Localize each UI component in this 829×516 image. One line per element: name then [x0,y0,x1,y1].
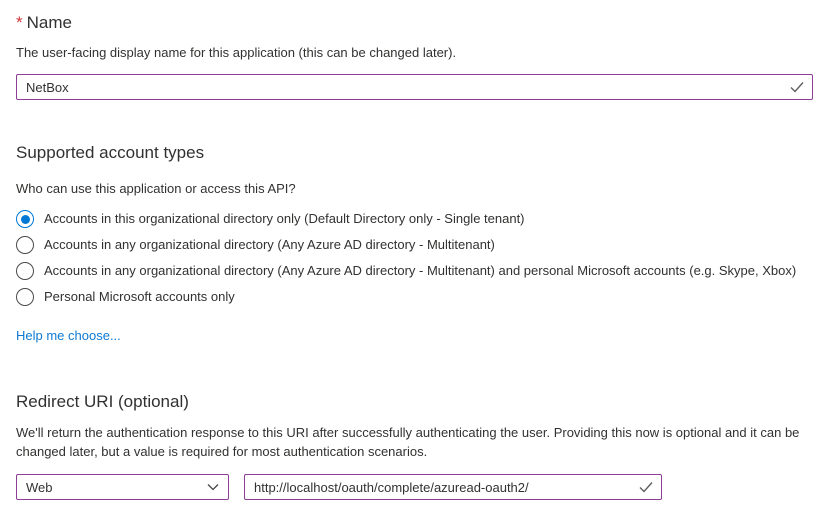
required-asterisk: * [16,13,23,32]
radio-option-multitenant-personal[interactable] [16,258,813,284]
redirect-uri-title: Redirect URI (optional) [16,392,189,411]
platform-select-dropdown[interactable] [16,474,229,500]
redirect-uri-description: We'll return the authentication response to this URI after successfully authenticating the user. Providing this now is optional and it can be changed later, but a value is required for most authentication scenarios. [16,425,800,459]
account-types-radio-group [16,206,813,310]
name-description: The user-facing display name for this application (this can be changed later). [16,45,457,60]
redirect-uri-input-container [244,474,662,500]
radio-button-icon[interactable] [16,236,34,254]
account-types-question: Who can use this application or access this API? [16,181,296,196]
help-me-choose-link[interactable]: Help me choose... [16,328,121,343]
radio-option-label: Personal Microsoft accounts only [44,289,235,304]
platform-selected-value: Web [26,479,53,495]
name-input-container [16,74,813,100]
account-types-title: Supported account types [16,143,205,162]
name-section-title [16,12,813,34]
name-title-text: Name [26,13,72,32]
redirect-uri-input[interactable] [245,475,661,499]
redirect-uri-row [16,474,813,500]
radio-option-single-tenant[interactable] [16,206,813,232]
radio-button-icon[interactable] [16,288,34,306]
radio-button-icon[interactable] [16,210,34,228]
radio-option-label: Accounts in any organizational directory (Any Azure AD directory - Multitenant) [44,237,495,252]
radio-option-multitenant[interactable] [16,232,813,258]
chevron-down-icon [207,483,219,491]
radio-button-icon[interactable] [16,262,34,280]
name-input[interactable] [17,75,812,99]
radio-option-label: Accounts in this organizational directory only (Default Directory only - Single tenant) [44,211,525,226]
radio-option-label: Accounts in any organizational directory (Any Azure AD directory - Multitenant) and personal Microsoft accounts (e.g. Skype, Xbox) [44,263,797,278]
radio-option-personal-only[interactable] [16,284,813,310]
